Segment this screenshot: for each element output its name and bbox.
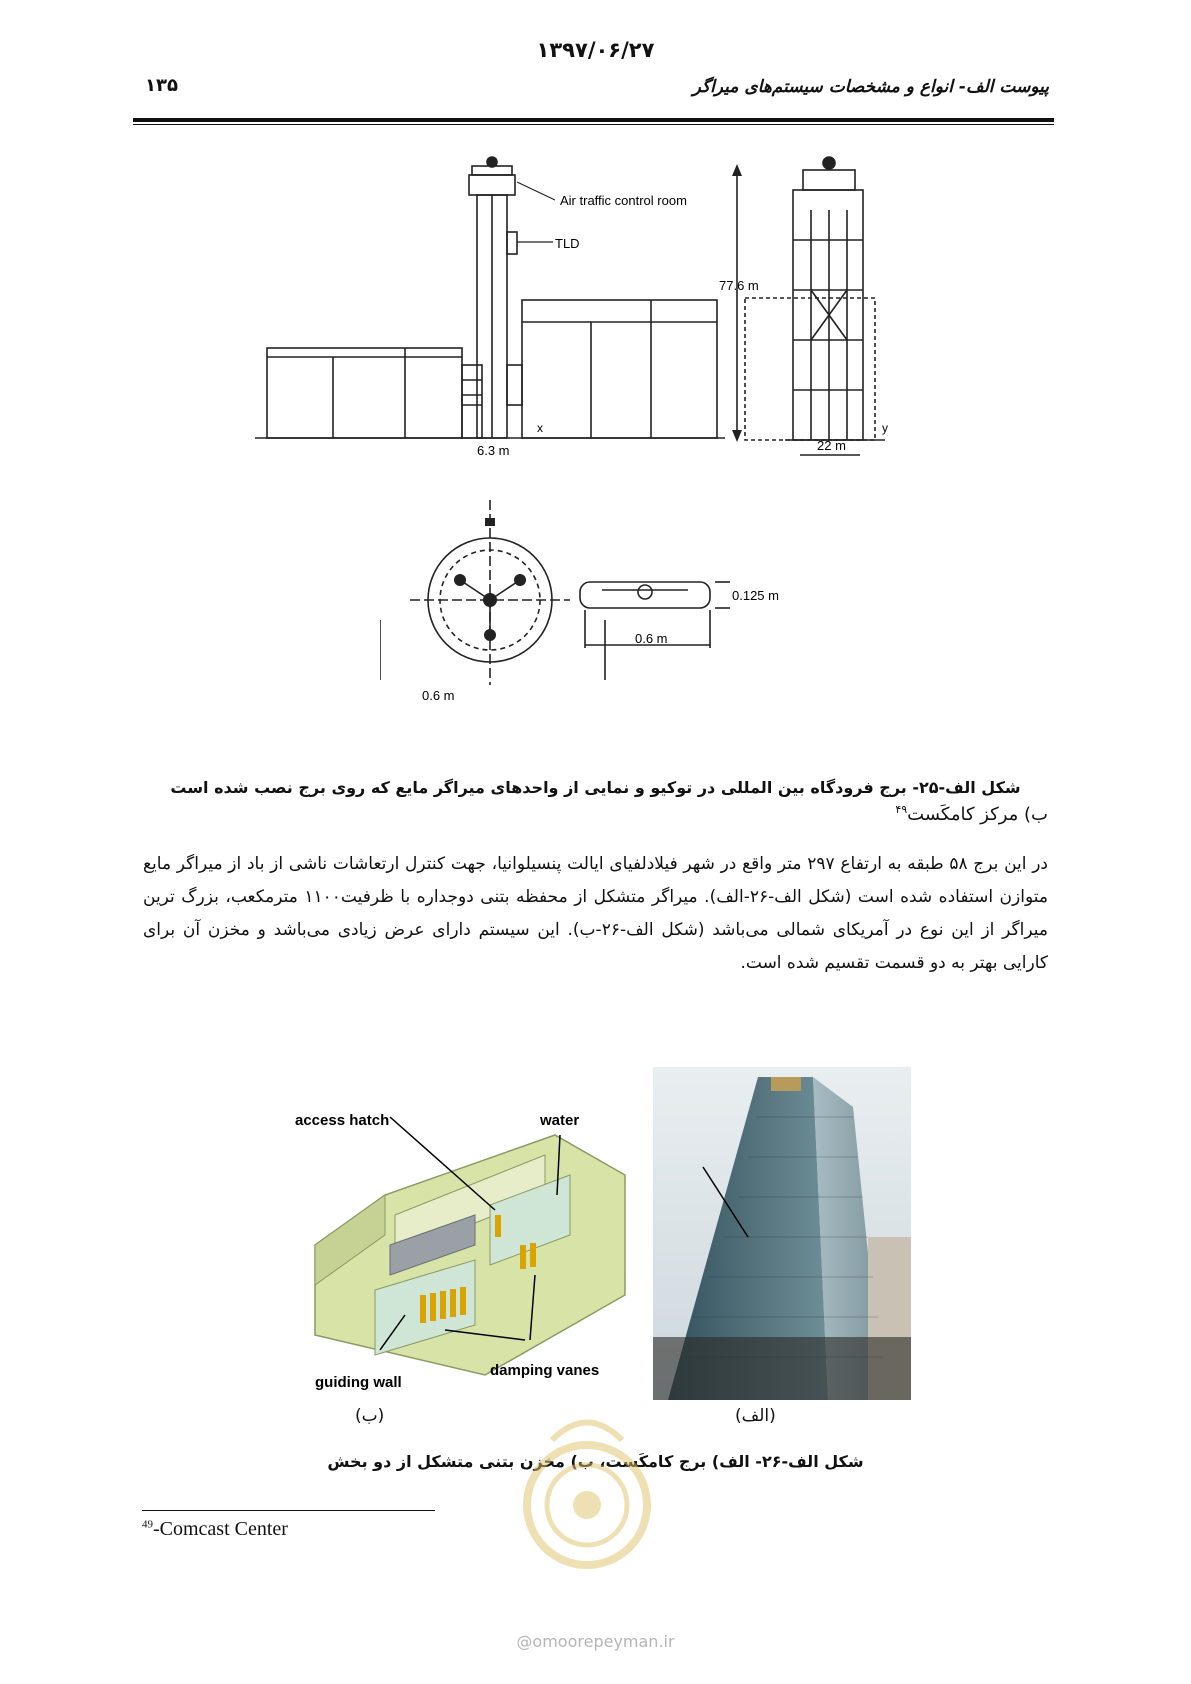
label-access-hatch: access hatch (295, 1112, 390, 1129)
figure26-caption: شکل الف-۲۶- الف) برج کامکَست، ب) مخزن بتنی متشکل از دو بخش (327, 1452, 864, 1471)
watermark-logo (512, 1400, 662, 1590)
label-tank-height: 0.125 m (732, 588, 779, 603)
section-paragraph: در این برج ۵۸ طبقه به ارتفاع ۲۹۷ متر واقع در شهر فیلادلفیای ایالت پنسیلوانیا، جهت کنترل ارتعاشات ناشی از باد از میراگر مایع متوازن استفاده شده است (شکل الف-۲۶-الف). میراگر متشکل از محفظه بتنی دوجداره با ظرفیت۱۱۰۰ مترمکعب، بزرگ ترین میراگر از این نوع در آمریکای شمالی می‌باشد (شکل الف-۲۶-ب). این سیستم دارای عرض زیادی می‌باشد و مخزن آن برای کارایی بهتر به دو قسمت تقسیم شده است. (143, 854, 1048, 973)
label-width-side: 22 m (817, 438, 846, 453)
figure25-caption: شکل الف-۲۵- برج فرودگاه بین المللی در توکیو و نمایی از واحدهای میراگر مایع که روی برج نصب شده است (170, 778, 1021, 797)
footnote-text: -Comcast Center (153, 1518, 288, 1540)
footnote-ref: ۴۹ (895, 803, 908, 816)
figure26-sublabel-b: (ب) (355, 1406, 385, 1426)
tower-elevation-drawing (255, 150, 915, 500)
section-heading (895, 803, 1048, 825)
label-axis-y: y (882, 421, 888, 435)
watermark-site: @omoorepeyman.ir (516, 1632, 675, 1651)
section-heading-text: ب) مرکز کامکَست (907, 804, 1048, 825)
header-rule-thin (133, 124, 1054, 125)
tld-unit-drawing (380, 500, 810, 720)
label-tank-diameter: 0.6 m (422, 688, 455, 703)
label-height: 77.6 m (719, 278, 759, 293)
label-air-traffic: Air traffic control room (560, 193, 687, 208)
figure26-sublabel-a: (الف) (735, 1406, 776, 1426)
page-date: ۱۳۹۷/۰۶/۲۷ (536, 38, 655, 62)
footnote (142, 1518, 288, 1541)
label-water: water (540, 1112, 580, 1129)
page-number: ۱۳۵ (145, 75, 178, 96)
header-rule (133, 118, 1054, 122)
label-tld: TLD (555, 236, 580, 251)
label-guiding-wall: guiding wall (315, 1374, 402, 1391)
comcast-center-photo (653, 1067, 911, 1400)
label-tank-length: 0.6 m (635, 631, 668, 646)
tank-diagram (295, 1095, 645, 1395)
label-width-tower: 6.3 m (477, 443, 510, 458)
running-title: پیوست الف- انواع و مشخصات سیستم‌های میراگر (692, 77, 1049, 97)
footnote-number: 49 (142, 1518, 153, 1531)
label-axis-x: x (537, 421, 543, 435)
footnote-rule (142, 1510, 435, 1511)
label-damping-vanes: damping vanes (490, 1362, 600, 1379)
